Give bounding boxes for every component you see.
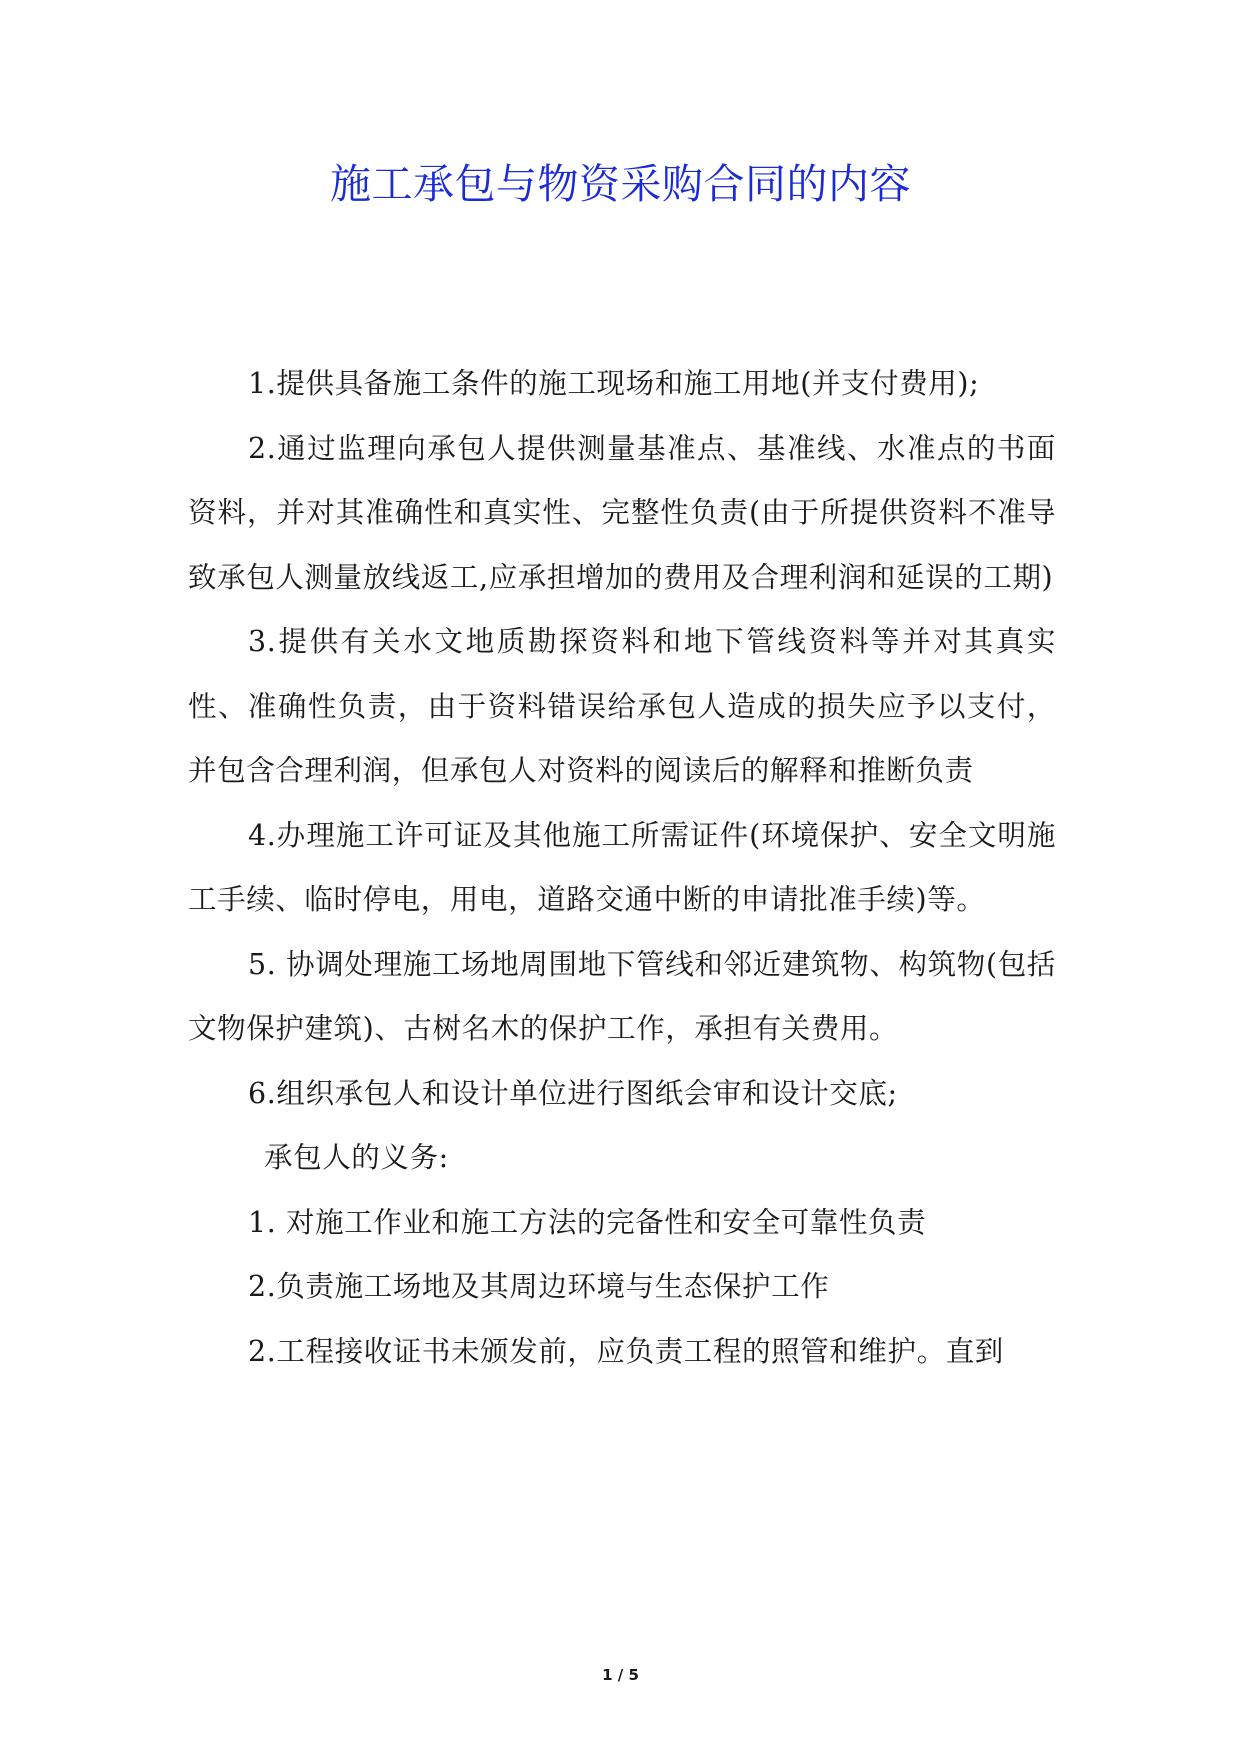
paragraph-6: 6.组织承包人和设计单位进行图纸会审和设计交底;: [248, 1076, 898, 1110]
paragraph-3: 3.提供有关水文地质勘探资料和地下管线资料等并对其真实性、准确性负责，由于资料错误给承包人造成的损失应予以支付，并包含合理利润，但承包人对资料的阅读后的解释和推断负责: [188, 625, 1056, 787]
paragraph-4: 4.办理施工许可证及其他施工所需证件(环境保护、安全文明施工手续、临时停电，用电，道路交通中断的申请批准手续)等。: [188, 818, 1056, 916]
paragraph-1: 1.提供具备施工条件的施工现场和施工用地(并支付费用);: [248, 367, 980, 400]
paragraph-7: 1. 对施工作业和施工方法的完备性和安全可靠性负责: [248, 1205, 927, 1239]
paragraph-9: 2.工程接收证书未颁发前，应负责工程的照管和维护。直到: [248, 1334, 1004, 1368]
paragraph-2: 2.通过监理向承包人提供测量基准点、基准线、水准点的书面资料，并对其准确性和真实性、完整性负责(由于所提供资料不准导致承包人测量放线返工,应承担增加的费用及合理利润和延误的工期): [188, 431, 1056, 594]
document-body: [188, 352, 1056, 1384]
page-number: 1 / 5: [602, 1666, 639, 1684]
paragraph-5: 5. 协调处理施工场地周围地下管线和邻近建筑物、构筑物(包括文物保护建筑)、古树名木的保护工作，承担有关费用。: [188, 947, 1056, 1045]
section-heading-contractor-obligations: 承包人的义务:: [264, 1141, 449, 1174]
page-title: 施工承包与物资采购合同的内容: [330, 160, 911, 208]
paragraph-8: 2.负责施工场地及其周边环境与生态保护工作: [248, 1270, 830, 1303]
